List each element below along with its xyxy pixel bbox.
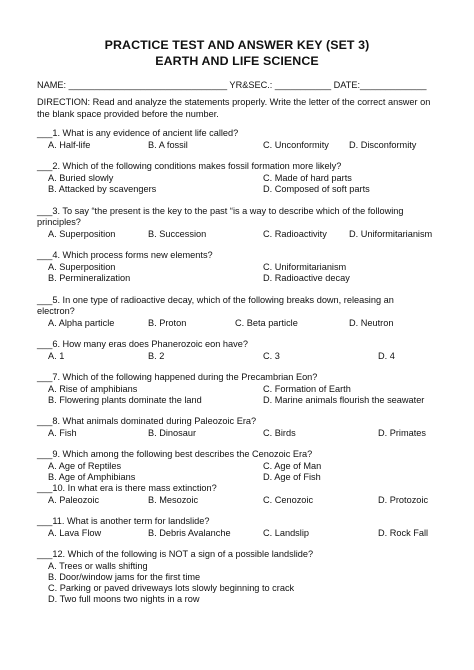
question-9: ___9. Which among the following best describes the Cenozoic Era? xyxy=(37,449,313,459)
q2-option-b: B. Attacked by scavengers xyxy=(48,184,157,194)
question-10: ___10. In what era is there mass extinction? xyxy=(37,483,217,493)
q12-option-a: A. Trees or walls shifting xyxy=(48,561,148,571)
q6-option-a: A. 1 xyxy=(48,351,65,361)
q10-option-d: D. Protozoic xyxy=(378,495,429,505)
direction-line-2: the blank space provided before the number. xyxy=(37,109,219,119)
q9-option-c: C. Age of Man xyxy=(263,461,322,471)
question-5-cont: electron? xyxy=(37,306,75,316)
question-7: ___7. Which of the following happened during the Precambrian Eon? xyxy=(37,372,318,382)
question-3-cont: principles? xyxy=(37,217,81,227)
q10-option-a: A. Paleozoic xyxy=(48,495,100,505)
q10-option-b: B. Mesozoic xyxy=(148,495,199,505)
q12-option-c: C. Parking or paved driveways lots slowly beginning to crack xyxy=(48,583,295,593)
q8-option-d: D. Primates xyxy=(378,428,426,438)
q10-option-c: C. Cenozoic xyxy=(263,495,314,505)
q4-option-a: A. Superposition xyxy=(48,262,116,272)
q11-option-d: D. Rock Fall xyxy=(378,528,429,538)
page-subtitle: EARTH AND LIFE SCIENCE xyxy=(155,54,319,68)
q1-option-b: B. A fossil xyxy=(148,140,188,150)
q5-option-a: A. Alpha particle xyxy=(48,318,115,328)
q8-option-c: C. Birds xyxy=(263,428,296,438)
q5-option-c: C. Beta particle xyxy=(235,318,298,328)
q3-option-c: C. Radioactivity xyxy=(263,229,327,239)
q3-option-d: D. Uniformitarianism xyxy=(349,229,433,239)
q2-option-d: D. Composed of soft parts xyxy=(263,184,370,194)
q1-option-c: C. Unconformity xyxy=(263,140,329,150)
q7-option-a: A. Rise of amphibians xyxy=(48,384,138,394)
q7-option-b: B. Flowering plants dominate the land xyxy=(48,395,202,405)
question-12: ___12. Which of the following is NOT a sign of a possible landslide? xyxy=(37,549,314,559)
q4-option-c: C. Uniformitarianism xyxy=(263,262,347,272)
q5-option-b: B. Proton xyxy=(148,318,187,328)
question-8: ___8. What animals dominated during Paleozoic Era? xyxy=(37,416,257,426)
question-2: ___2. Which of the following conditions makes fossil formation more likely? xyxy=(37,161,342,171)
q11-option-c: C. Landslip xyxy=(263,528,309,538)
q9-option-b: B. Age of Amphibians xyxy=(48,472,136,482)
q12-option-d: D. Two full moons two nights in a row xyxy=(48,594,200,604)
q9-option-d: D. Age of Fish xyxy=(263,472,321,482)
name-line: NAME: _______________________________ YR&SEC.: ___________ DATE:_____________ xyxy=(37,80,427,90)
q2-option-a: A. Buried slowly xyxy=(48,173,114,183)
q11-option-a: A. Lava Flow xyxy=(48,528,102,538)
question-11: ___11. What is another term for landslide? xyxy=(37,516,210,526)
q7-option-c: C. Formation of Earth xyxy=(263,384,351,394)
q5-option-d: D. Neutron xyxy=(349,318,394,328)
q8-option-a: A. Fish xyxy=(48,428,77,438)
question-3: ___3. To say “the present is the key to the past “is a way to describe which of the following xyxy=(37,206,404,216)
q9-option-a: A. Age of Reptiles xyxy=(48,461,122,471)
question-1: ___1. What is any evidence of ancient life called? xyxy=(37,128,239,138)
page-title: PRACTICE TEST AND ANSWER KEY (SET 3) xyxy=(104,38,370,52)
q4-option-b: B. Permineralization xyxy=(48,273,131,283)
direction-line-1: DIRECTION: Read and analyze the statements properly. Write the letter of the correct answer on xyxy=(37,97,431,107)
q8-option-b: B. Dinosaur xyxy=(148,428,197,438)
q6-option-d: D. 4 xyxy=(378,351,395,361)
q12-option-b: B. Door/window jams for the first time xyxy=(48,572,201,582)
q3-option-a: A. Superposition xyxy=(48,229,116,239)
q1-option-d: D. Disconformity xyxy=(349,140,417,150)
question-5: ___5. In one type of radioactive decay, which of the following breaks down, releasing an xyxy=(37,295,394,305)
q1-option-a: A. Half-life xyxy=(48,140,91,150)
q4-option-d: D. Radioactive decay xyxy=(263,273,350,283)
question-4: ___4. Which process forms new elements? xyxy=(37,250,213,260)
q11-option-b: B. Debris Avalanche xyxy=(148,528,231,538)
question-6: ___6. How many eras does Phanerozoic eon have? xyxy=(37,339,248,349)
q6-option-b: B. 2 xyxy=(148,351,165,361)
q2-option-c: C. Made of hard parts xyxy=(263,173,352,183)
q7-option-d: D. Marine animals flourish the seawater xyxy=(263,395,425,405)
q6-option-c: C. 3 xyxy=(263,351,280,361)
q3-option-b: B. Succession xyxy=(148,229,207,239)
